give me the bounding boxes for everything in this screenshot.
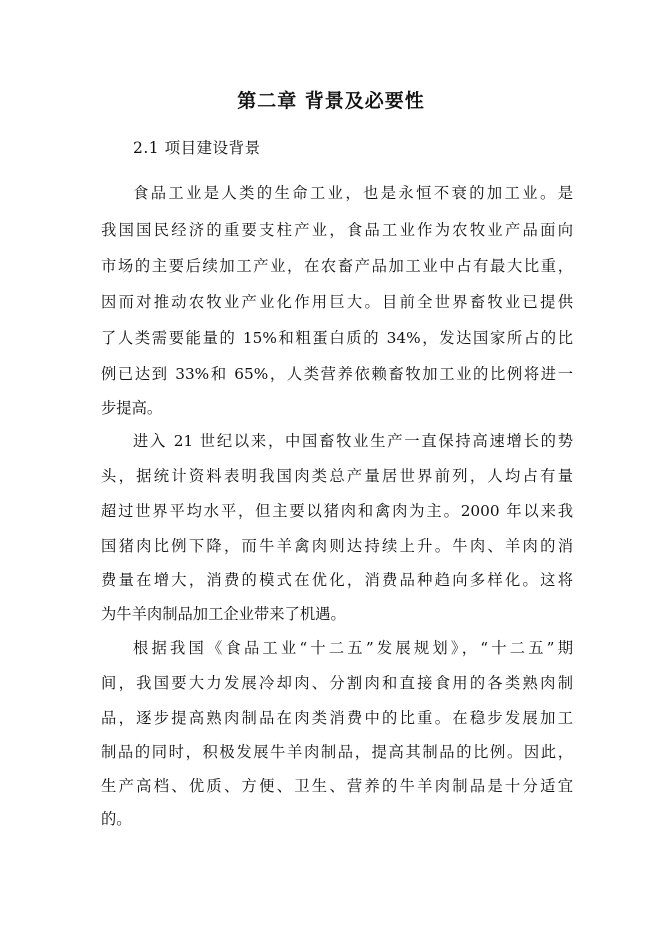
paragraph-line: 头，据统计资料表明我国肉类总产量居世界前列，人均占有量 [101, 467, 573, 485]
paragraph-line: 市场的主要后续加工产业，在农畜产品加工业中占有最大比重， [101, 257, 573, 275]
paragraph-line: 间，我国要大力发展冷却肉、分割肉和直接食用的各类熟肉制 [101, 674, 573, 692]
paragraph-line: 品，逐步提高熟肉制品在肉类消费中的比重。在稳步发展加工 [101, 709, 573, 727]
paragraph-line: 费量在增大，消费的模式在优化，消费品种趋向多样化。这将 [101, 571, 573, 589]
paragraph-line: 根据我国《食品工业“十二五”发展规划》，“十二五”期 [133, 639, 573, 657]
paragraph-line: 超过世界平均水平，但主要以猪肉和禽肉为主。2000 年以来我 [101, 502, 573, 520]
chapter-title: 第二章 背景及必要性 [237, 90, 425, 112]
paragraph-line: 国猪肉比例下降，而牛羊禽肉则达持续上升。牛肉、羊肉的消 [101, 537, 573, 555]
paragraph-line: 食品工业是人类的生命工业，也是永恒不衰的加工业。是 [133, 184, 573, 202]
paragraph-line: 的。 [101, 810, 132, 828]
paragraph-line: 进入 21 世纪以来，中国畜牧业生产一直保持高速增长的势 [133, 432, 573, 450]
section-heading: 2.1 项目建设背景 [133, 139, 261, 157]
paragraph-line: 我国国民经济的重要支柱产业，食品工业作为农牧业产品面向 [101, 221, 573, 239]
paragraph-line: 因而对推动农牧业产业化作用巨大。目前全世界畜牧业已提供 [101, 293, 573, 311]
paragraph-line: 例已达到 33%和 65%，人类营养依赖畜牧加工业的比例将进一 [101, 365, 573, 383]
paragraph-line: 为牛羊肉制品加工企业带来了机遇。 [101, 605, 346, 623]
paragraph-line: 步提高。 [101, 399, 163, 417]
paragraph-line: 制品的同时，积极发展牛羊肉制品，提高其制品的比例。因此， [101, 743, 573, 761]
paragraph-line: 生产高档、优质、方便、卫生、营养的牛羊肉制品是十分适宜 [101, 777, 573, 795]
paragraph-line: 了人类需要能量的 15%和粗蛋白质的 34%，发达国家所占的比 [101, 329, 573, 347]
